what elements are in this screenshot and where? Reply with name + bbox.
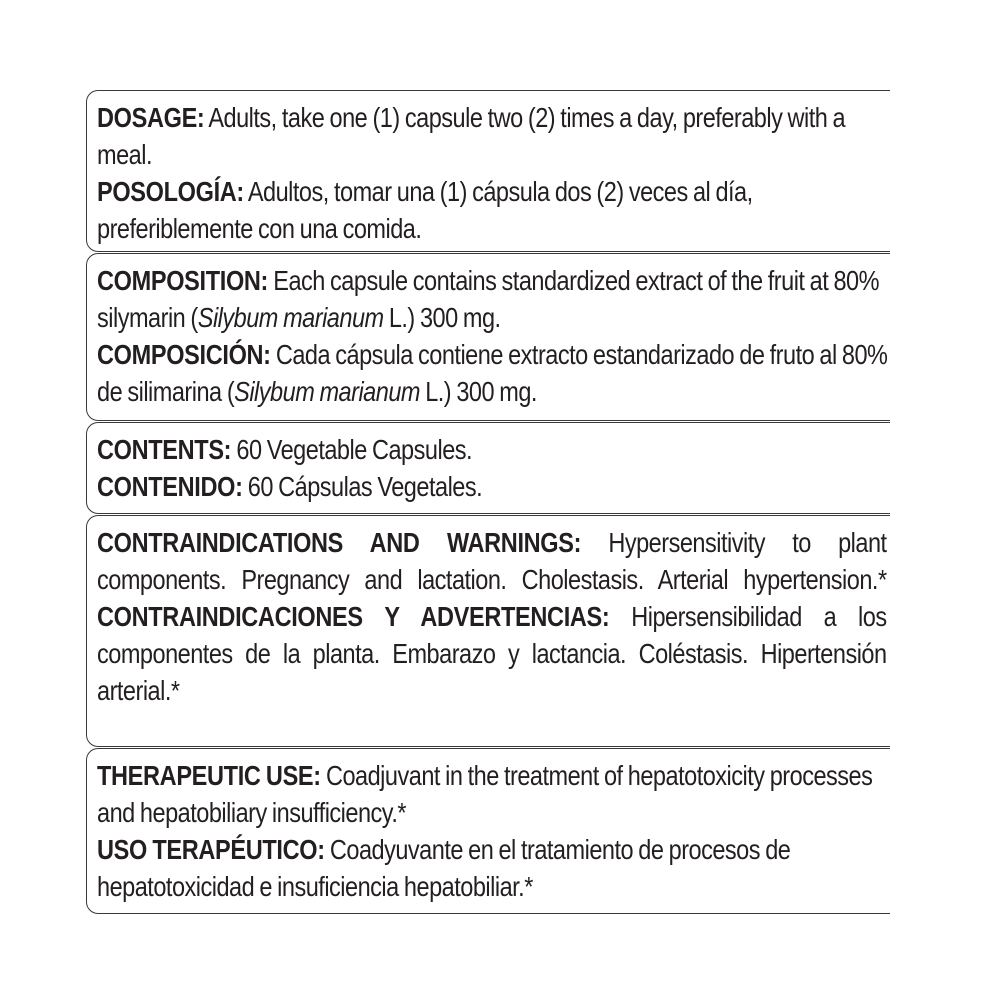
contraindications-en-paragraph [97,524,887,598]
composition-es-text: Cada cápsula contiene extracto estandarizado de fruto al 80% de silimarina ( [97,339,888,407]
contraindications-en-label: CONTRAINDICATIONS AND WARNINGS: [97,527,582,558]
composition-en-paragraph [97,262,895,336]
contents-es-label: CONTENIDO: [97,471,243,502]
dosage-section [86,90,890,252]
composition-en-text-after: L.) 300 mg. [383,302,501,333]
composition-es-label: COMPOSICIÓN: [97,339,271,370]
therapeutic-en-label: THERAPEUTIC USE: [97,760,321,791]
dosage-en-text: Adults, take one (1) capsule two (2) times a day, preferably with a meal. [97,102,846,170]
therapeutic-es-label: USO TERAPÉUTICO: [97,834,325,865]
composition-en-text: Each capsule contains standardized extract of the fruit at 80% silymarin ( [97,265,880,333]
dosage-en-paragraph [97,99,895,173]
therapeutic-en-text: Coadjuvant in the treatment of hepatotoxicity processes and hepatobiliary insufficiency.* [97,760,873,828]
dosage-en-label: DOSAGE: [97,102,205,133]
dosage-es-text: Adultos, tomar una (1) cápsula dos (2) veces al día, preferiblemente con una comida. [97,176,753,244]
composition-en-species: Silybum marianum [197,302,384,333]
contents-en-text: 60 Vegetable Capsules. [231,434,473,465]
contraindications-es-paragraph [97,598,887,709]
composition-section [86,253,890,421]
contraindications-es-label: CONTRAINDICACIONES Y ADVERTENCIAS: [97,601,610,632]
therapeutic-es-paragraph [97,831,895,905]
contraindications-section [86,515,890,747]
contents-es-paragraph [97,468,895,505]
contents-section [86,422,890,514]
therapeutic-en-paragraph [97,757,895,831]
contents-en-paragraph [97,431,895,468]
therapeutic-es-text: Coadyuvante en el tratamiento de procesos de hepatotoxicidad e insuficiencia hepatobiliar.* [97,834,791,902]
therapeutic-section [86,748,890,914]
composition-en-label: COMPOSITION: [97,265,269,296]
contraindications-es-text: Hipersensibilidad a los componentes de la planta. Embarazo y lactancia. Coléstasis. Hipertensión arterial.* [97,601,887,706]
contents-es-text: 60 Cápsulas Vegetales. [242,471,483,502]
contents-en-label: CONTENTS: [97,434,232,465]
dosage-es-paragraph [97,173,895,247]
composition-es-paragraph [97,336,895,410]
contraindications-en-text: Hypersensitivity to plant components. Pregnancy and lactation. Cholestasis. Arterial hypertension.* [97,527,887,595]
dosage-es-label: POSOLOGÍA: [97,176,244,207]
composition-es-text-after: L.) 300 mg. [420,376,537,407]
composition-es-species: Silybum marianum [234,376,421,407]
